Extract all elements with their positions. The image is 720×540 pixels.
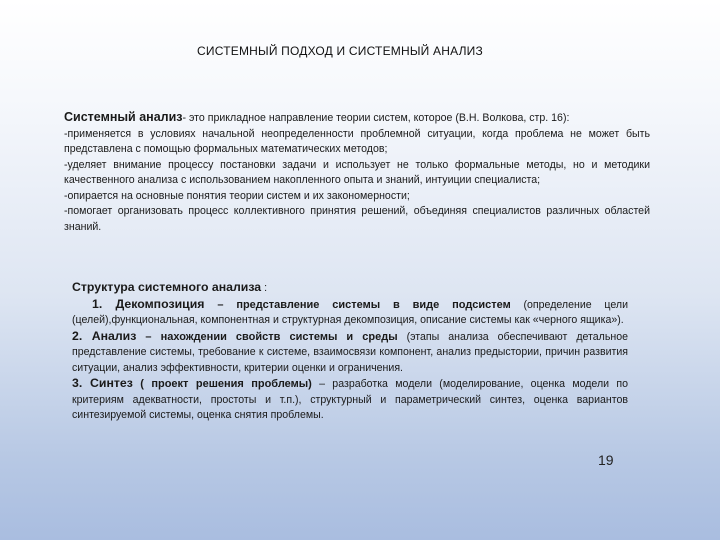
structure-item-analysis	[72, 329, 628, 377]
structure-item-label: 1. Декомпозиция	[92, 296, 205, 311]
structure-item-desc: (определение цели (целей),функциональная, компонентная и структурная декомпозиция, описание системы как «черного ящика»).	[72, 298, 629, 326]
structure-heading-text: Структура системного анализа	[72, 280, 262, 294]
structure-heading-suffix: :	[261, 282, 268, 294]
definition-intro	[64, 110, 650, 127]
structure-item-label: 2. Анализ	[72, 328, 137, 343]
structure-item-decomposition	[72, 297, 628, 329]
structure-item-synthesis	[72, 376, 628, 424]
definition-point-2: -уделяет внимание процессу постановки задачи и использует не только формальные методы, но и методики качественного анализа с использованием накопленного опыта и знаний, интуиции специалиста;	[64, 158, 650, 186]
structure-item-label: 3. Синтез	[72, 376, 133, 390]
structure-item-bold-desc: ( проект решения проблемы)	[132, 378, 312, 390]
slide-title: СИСТЕМНЫЙ ПОДХОД И СИСТЕМНЫЙ АНАЛИЗ	[197, 44, 483, 58]
page-number: 19	[598, 452, 614, 468]
structure-item-bold-desc: – нахождении свойств системы и среды	[136, 330, 398, 343]
structure-block	[72, 280, 628, 424]
structure-item-desc: – разработка модели (моделирование, оценка модели по критериям адекватности, простоты и т.п.), структурный и параметрический синтез, оценка вариантов синтезируемой системы, оценка снятия проблемы.	[72, 378, 628, 421]
definition-point-1: -применяется в условиях начальной неопределенности проблемной ситуации, когда проблема не может быть представлена с помощью формальных математических методов;	[64, 127, 650, 155]
structure-item-bold-desc: – представление системы в виде подсистем	[204, 298, 511, 311]
definition-point-4: -помогает организовать процесс коллективного принятия решений, объединяя специалистов различных областей знаний.	[64, 205, 650, 233]
definition-point-3: -опирается на основные понятия теории систем и их закономерности;	[64, 189, 410, 202]
definition-term: Системный анализ	[64, 110, 183, 124]
definition-block	[64, 110, 650, 235]
structure-heading	[72, 280, 628, 297]
structure-item-desc: (этапы анализа обеспечивают детальное представление системы, требование к системе, взаимосвязи компонент, анализ предыстории, причин развития ситуации, анализ эффективности, критерии оценки и ограничения.	[72, 330, 628, 374]
definition-intro-text: - это прикладное направление теории систем, которое (В.Н. Волкова, стр. 16):	[182, 112, 570, 124]
